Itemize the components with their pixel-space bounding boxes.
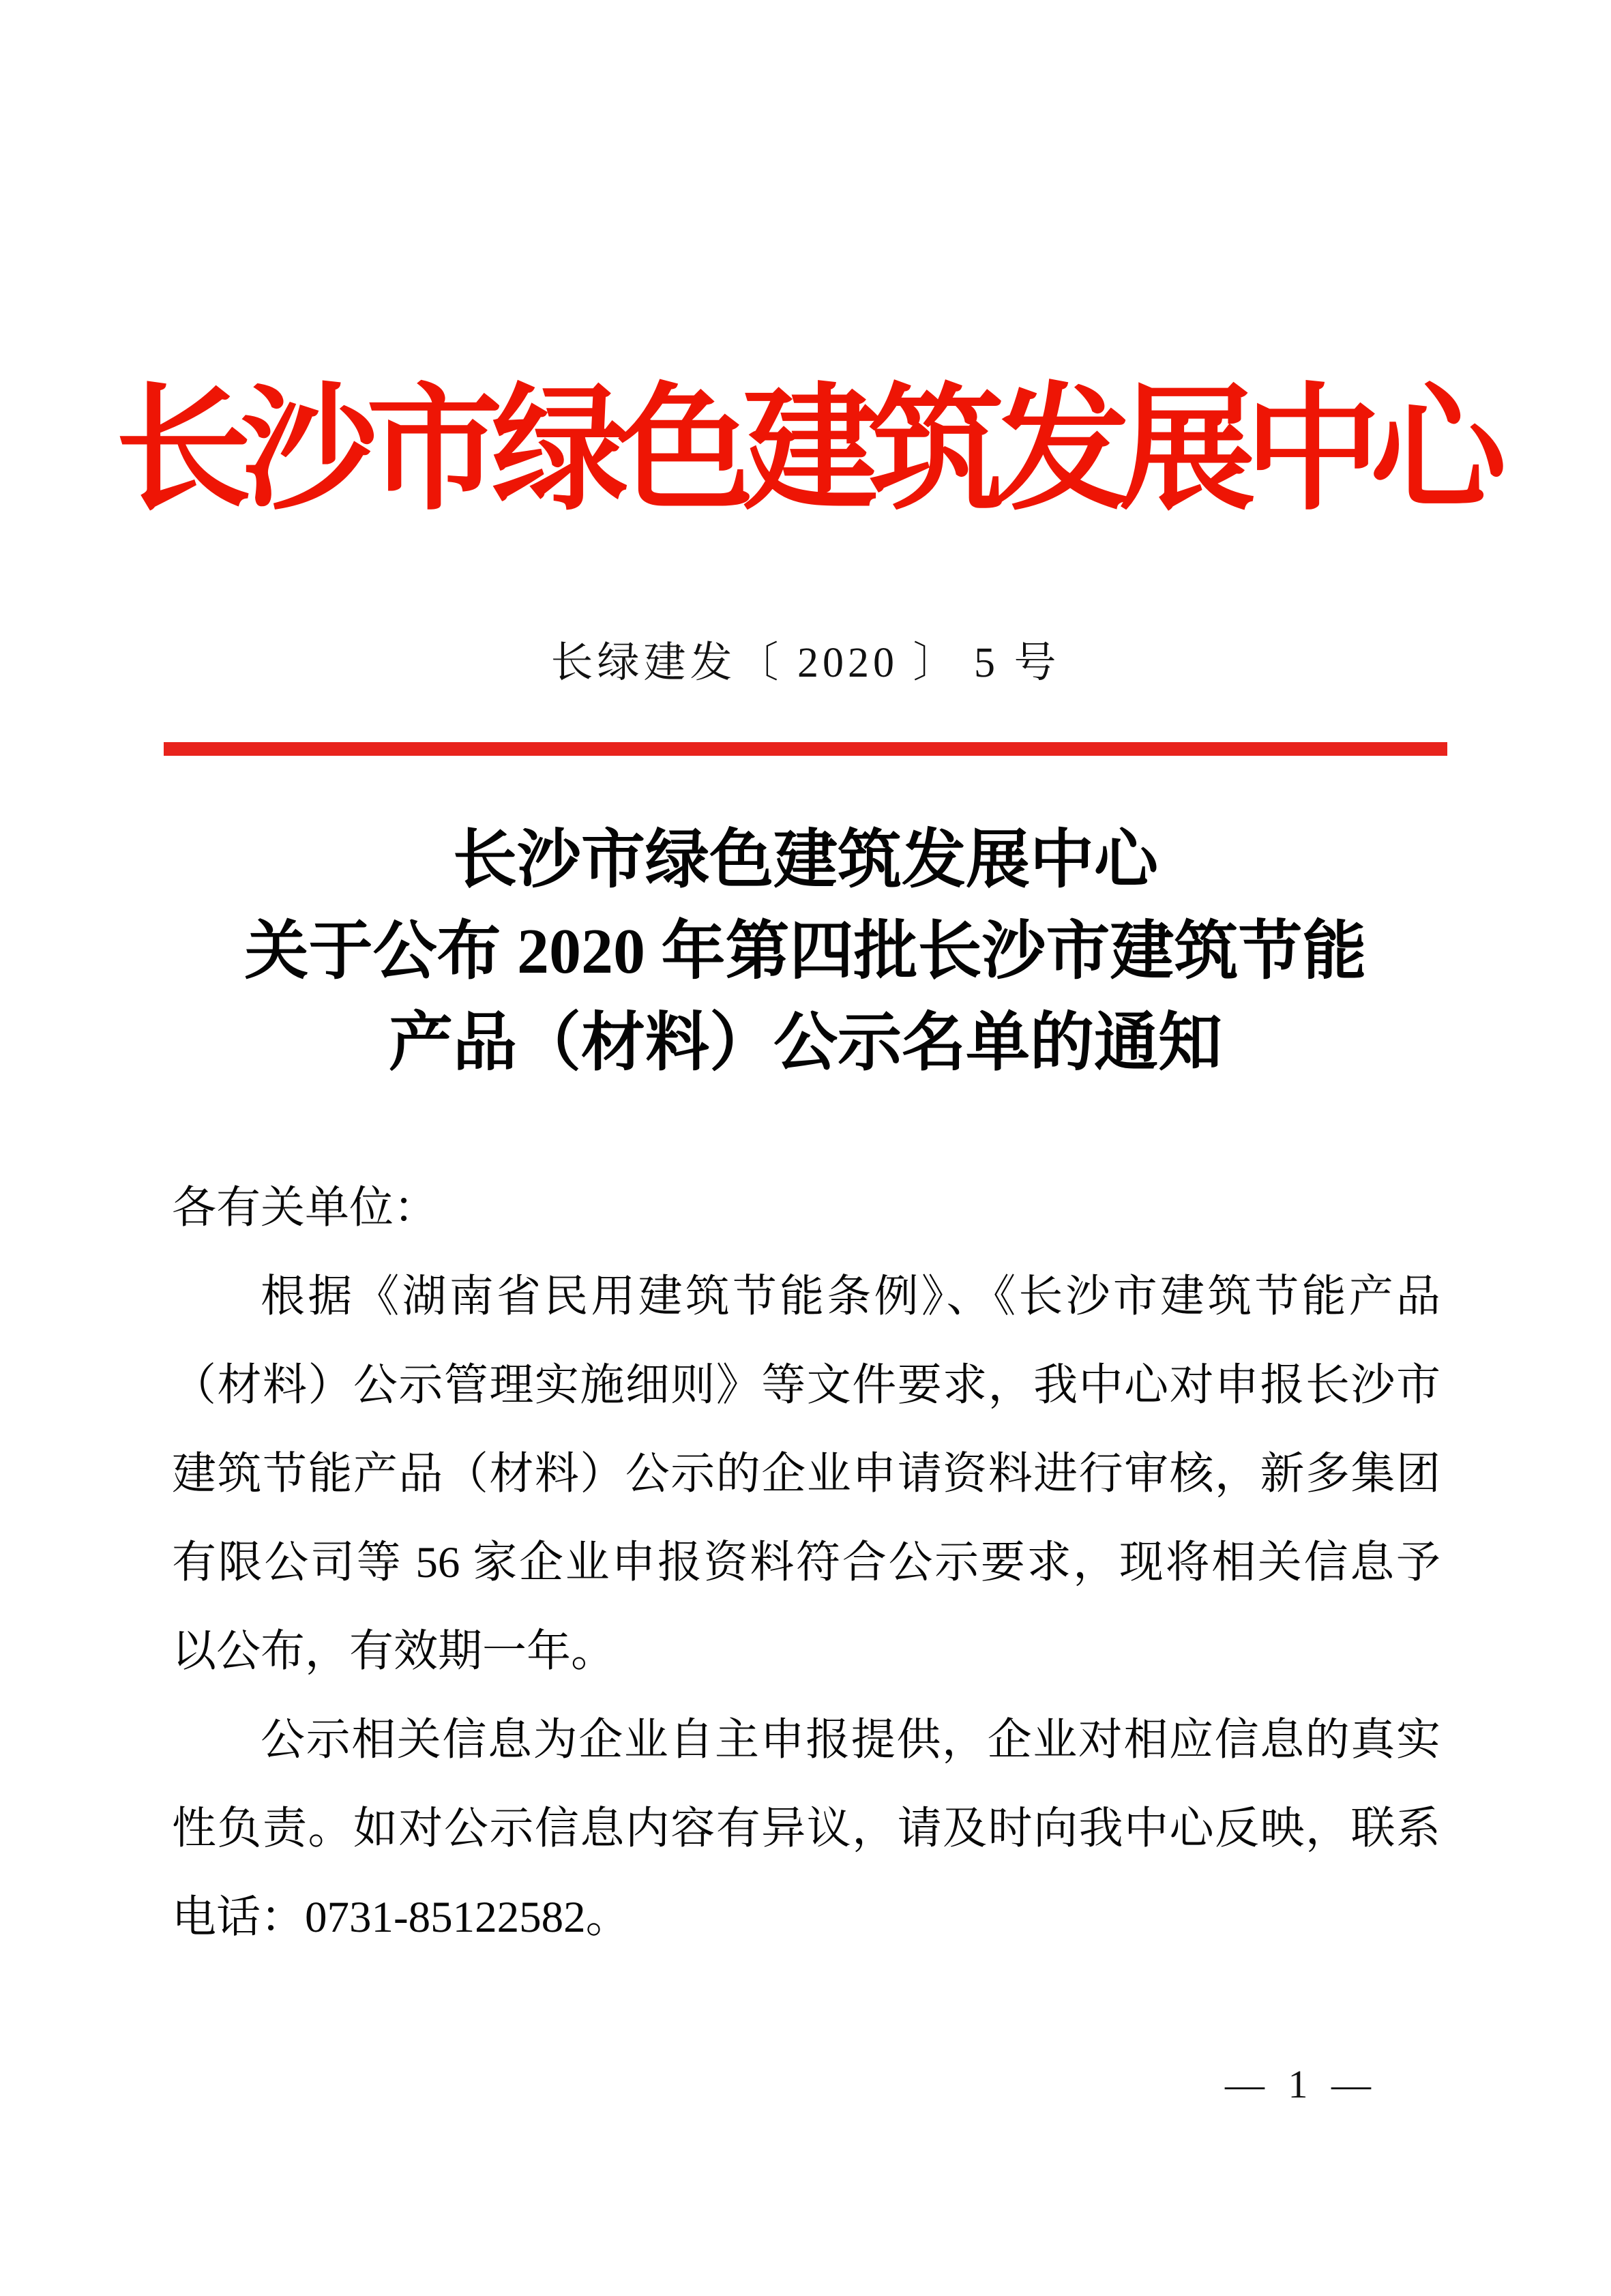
body-line: 根据《湖南省民用建筑节能条例》、《长沙市建筑节能产品 <box>261 1272 1440 1321</box>
notice-title-line-3: 产品（材料）公示名单的通知 <box>388 1007 1222 1078</box>
body-salutation: 各有关单位： <box>172 1183 439 1233</box>
doc-number: 长绿建发〔 2020 〕 5 号 <box>550 640 1061 686</box>
body-line: 公示相关信息为企业自主申报提供，企业对相应信息的真实 <box>261 1716 1440 1765</box>
body-line: 以公布，有效期一年。 <box>172 1627 616 1676</box>
notice-body <box>172 1164 1440 1962</box>
body-line: 性负责。如对公示信息内容有异议，请及时向我中心反映，联系 <box>172 1804 1440 1853</box>
body-line: 电话：0731-85122582。 <box>172 1893 630 1942</box>
notice-title-line-2: 关于公布 2020 年第四批长沙市建筑节能 <box>244 916 1367 987</box>
letterhead-title: 长沙市绿色建筑发展中心 <box>115 376 1496 527</box>
notice-title <box>0 814 1611 1089</box>
red-divider-line <box>164 742 1447 756</box>
page-number: — 1 — <box>1225 2062 1378 2106</box>
body-line: 有限公司等 56 家企业申报资料符合公示要求，现将相关信息予 <box>172 1538 1440 1587</box>
body-line: 建筑节能产品（材料）公示的企业申请资料进行审核，新多集团 <box>172 1449 1440 1499</box>
notice-title-line-1: 长沙市绿色建筑发展中心 <box>452 825 1158 896</box>
body-line: （材料）公示管理实施细则》等文件要求，我中心对申报长沙市 <box>172 1361 1440 1410</box>
